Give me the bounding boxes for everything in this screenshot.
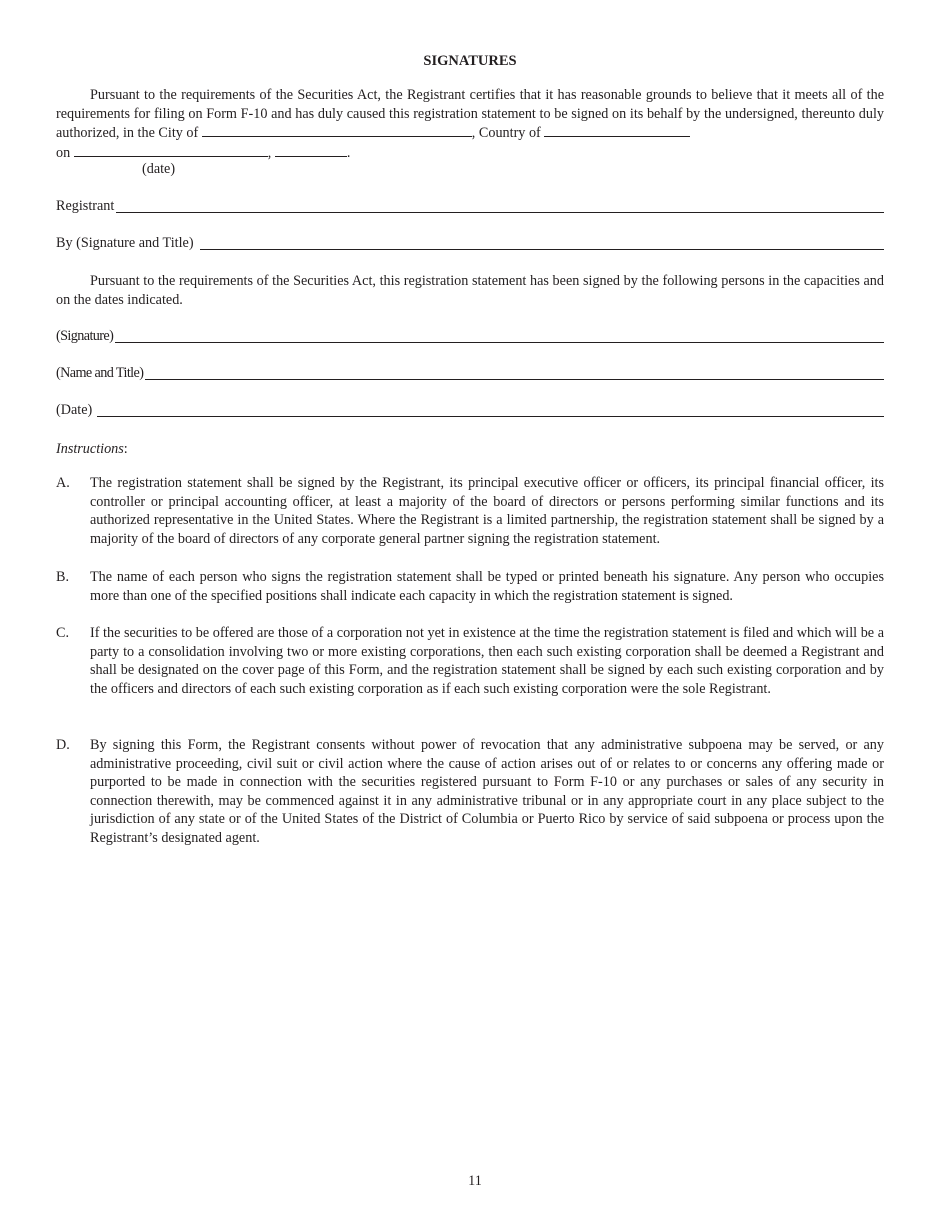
date-line[interactable] (97, 404, 884, 417)
signature-line[interactable] (115, 330, 884, 343)
registrant-field[interactable] (56, 197, 884, 216)
date-blank[interactable] (74, 143, 268, 157)
registrant-label: Registrant (56, 198, 115, 214)
city-blank[interactable] (202, 123, 472, 137)
instructions-heading: Instructions: (56, 441, 128, 457)
page-number: 11 (468, 1173, 482, 1189)
period: . (346, 144, 351, 161)
on-label: on (56, 144, 71, 161)
instruction-letter: D. (56, 737, 70, 753)
certification-paragraph (56, 86, 884, 162)
by-label: By (Signature and Title) (56, 235, 194, 251)
date-field[interactable] (56, 401, 884, 420)
name-title-line[interactable] (145, 367, 884, 380)
instruction-letter: A. (56, 475, 70, 491)
year-blank[interactable] (275, 143, 347, 157)
instruction-letter: C. (56, 625, 70, 641)
country-blank[interactable] (544, 123, 690, 137)
instruction-text: By signing this Form, the Registrant consents without power of revocation that any administrative subpoena may be served, or any administrative proceeding, civil suit or civil action where the cause of action arises out of or relates to or concerns any offering made or purported to be made in connection with the securities registered pursuant to Form F-10 or any purchases or sales of any security in connection therewith, may be commenced against it in any administrative tribunal or in any appropriate court in any place subject to the jurisdiction of any state or of the United States of the District of Columbia or Puerto Rico by service of said subpoena or process upon the Registrant’s designated agent. (90, 737, 884, 846)
certification-text: Pursuant to the requirements of the Securities Act, the Registrant certifies that it has reasonable grounds to believe that it meets all of the requirements for filing on Form F-10 and has duly caused this registration statement to be signed on its behalf by the undersigned, thereunto duly authorized, in the City of (56, 87, 884, 141)
instruction-letter: B. (56, 569, 70, 585)
by-line[interactable] (200, 237, 884, 250)
instruction-text: The registration statement shall be signed by the Registrant, its principal executive officer or officers, its principal financial officer, its controller or principal accounting officer, at least a majority of the board of directors or persons performing similar functions and its authorized representative in the United States. Where the Registrant is a limited partnership, the registration statement shall be signed by a majority of the board of directors of any corporate general partner signing the registration statement. (90, 475, 884, 547)
instruction-item (56, 736, 884, 847)
instruction-item (56, 474, 884, 548)
name-title-label: (Name and Title) (56, 365, 144, 381)
country-label: , Country of (471, 125, 541, 141)
date-note: (date) (142, 161, 176, 177)
page-title: SIGNATURES (423, 53, 517, 69)
instruction-text: The name of each person who signs the registration statement shall be typed or printed beneath his signature. Any person who occupies more than one of the specified positions shall indicate each capacity in which the registration statement is signed. (90, 569, 884, 604)
comma: , (267, 144, 272, 161)
instruction-item (56, 624, 884, 698)
signature-field[interactable] (56, 327, 884, 346)
instruction-text: If the securities to be offered are those of a corporation not yet in existence at the time the registration statement is filed and which will be a party to a consolidation involving two or more existing corporations, then each such existing corporation shall be deemed a Registrant and shall be designated on the cover page of this Form, and the registration statement shall be signed by each such existing corporation and by the officers and directors of each such existing corporation as if each such existing corporation were the sole Registrant. (90, 625, 884, 697)
date-label: (Date) (56, 402, 93, 418)
by-field[interactable] (56, 234, 884, 253)
signed-by-paragraph: Pursuant to the requirements of the Securities Act, this registration statement has been signed by the following persons in the capacities and on the dates indicated. (56, 273, 884, 308)
signature-label: (Signature) (56, 328, 114, 344)
instruction-item (56, 568, 884, 605)
registrant-line[interactable] (116, 200, 884, 213)
name-title-field[interactable] (56, 364, 884, 383)
